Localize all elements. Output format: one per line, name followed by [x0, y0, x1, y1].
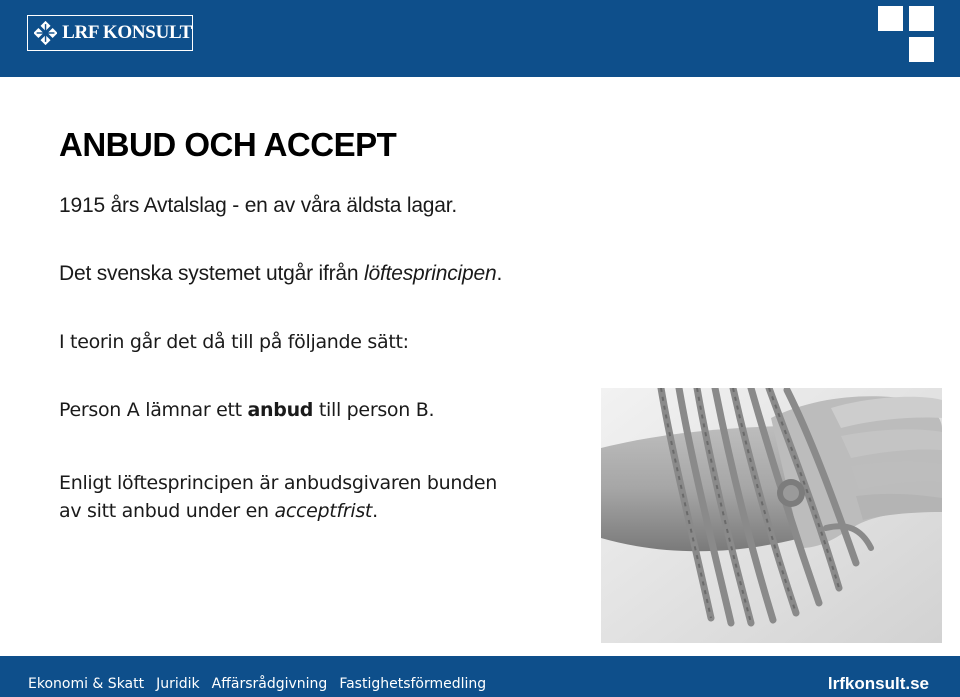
line5-second-prefix: av sitt anbud under en	[59, 500, 275, 522]
text-line-1: 1915 års Avtalslag - en av våra äldsta lagar.	[59, 194, 458, 217]
footer-link-affarsradgivning[interactable]: Affärsrådgivning	[211, 676, 328, 692]
header-bar	[0, 0, 960, 77]
decorative-squares	[878, 6, 936, 64]
line2-emphasis: löftesprincipen	[364, 262, 497, 285]
text-line-4	[59, 399, 434, 421]
rope-hand-illustration	[601, 388, 942, 643]
line5-emphasis: acceptfrist	[274, 500, 373, 522]
footer-links	[28, 676, 486, 692]
line4-prefix: Person A lämnar ett	[59, 399, 248, 421]
text-line-3: I teorin går det då till på följande sätt:	[59, 331, 409, 353]
text-line-2	[59, 262, 502, 286]
square-3	[909, 37, 934, 62]
line5-first: Enligt löftesprincipen är anbudsgivaren bunden	[59, 472, 497, 494]
text-line-5	[59, 469, 497, 525]
footer-link-juridik[interactable]: Juridik	[156, 676, 200, 692]
clover-icon	[34, 20, 57, 46]
footer-bar	[0, 656, 960, 697]
square-1	[878, 6, 903, 31]
footer-link-fastighetsformedling[interactable]: Fastighetsförmedling	[339, 676, 487, 692]
line5-second-suffix: .	[372, 500, 378, 522]
line4-suffix: till person B.	[313, 399, 435, 421]
line2-suffix: .	[496, 262, 503, 285]
footer-site-link[interactable]: lrfkonsult.se	[827, 674, 929, 693]
slide-title: ANBUD OCH ACCEPT	[59, 126, 397, 163]
logo-text: LRF KONSULT	[62, 22, 192, 43]
line2-prefix: Det svenska systemet utgår ifrån	[59, 262, 365, 285]
square-2	[909, 6, 934, 31]
rope-hand-photo	[601, 388, 942, 643]
footer-link-ekonomi[interactable]: Ekonomi & Skatt	[28, 676, 145, 692]
line4-bold: anbud	[247, 399, 314, 421]
lrf-konsult-logo[interactable]	[27, 15, 193, 51]
